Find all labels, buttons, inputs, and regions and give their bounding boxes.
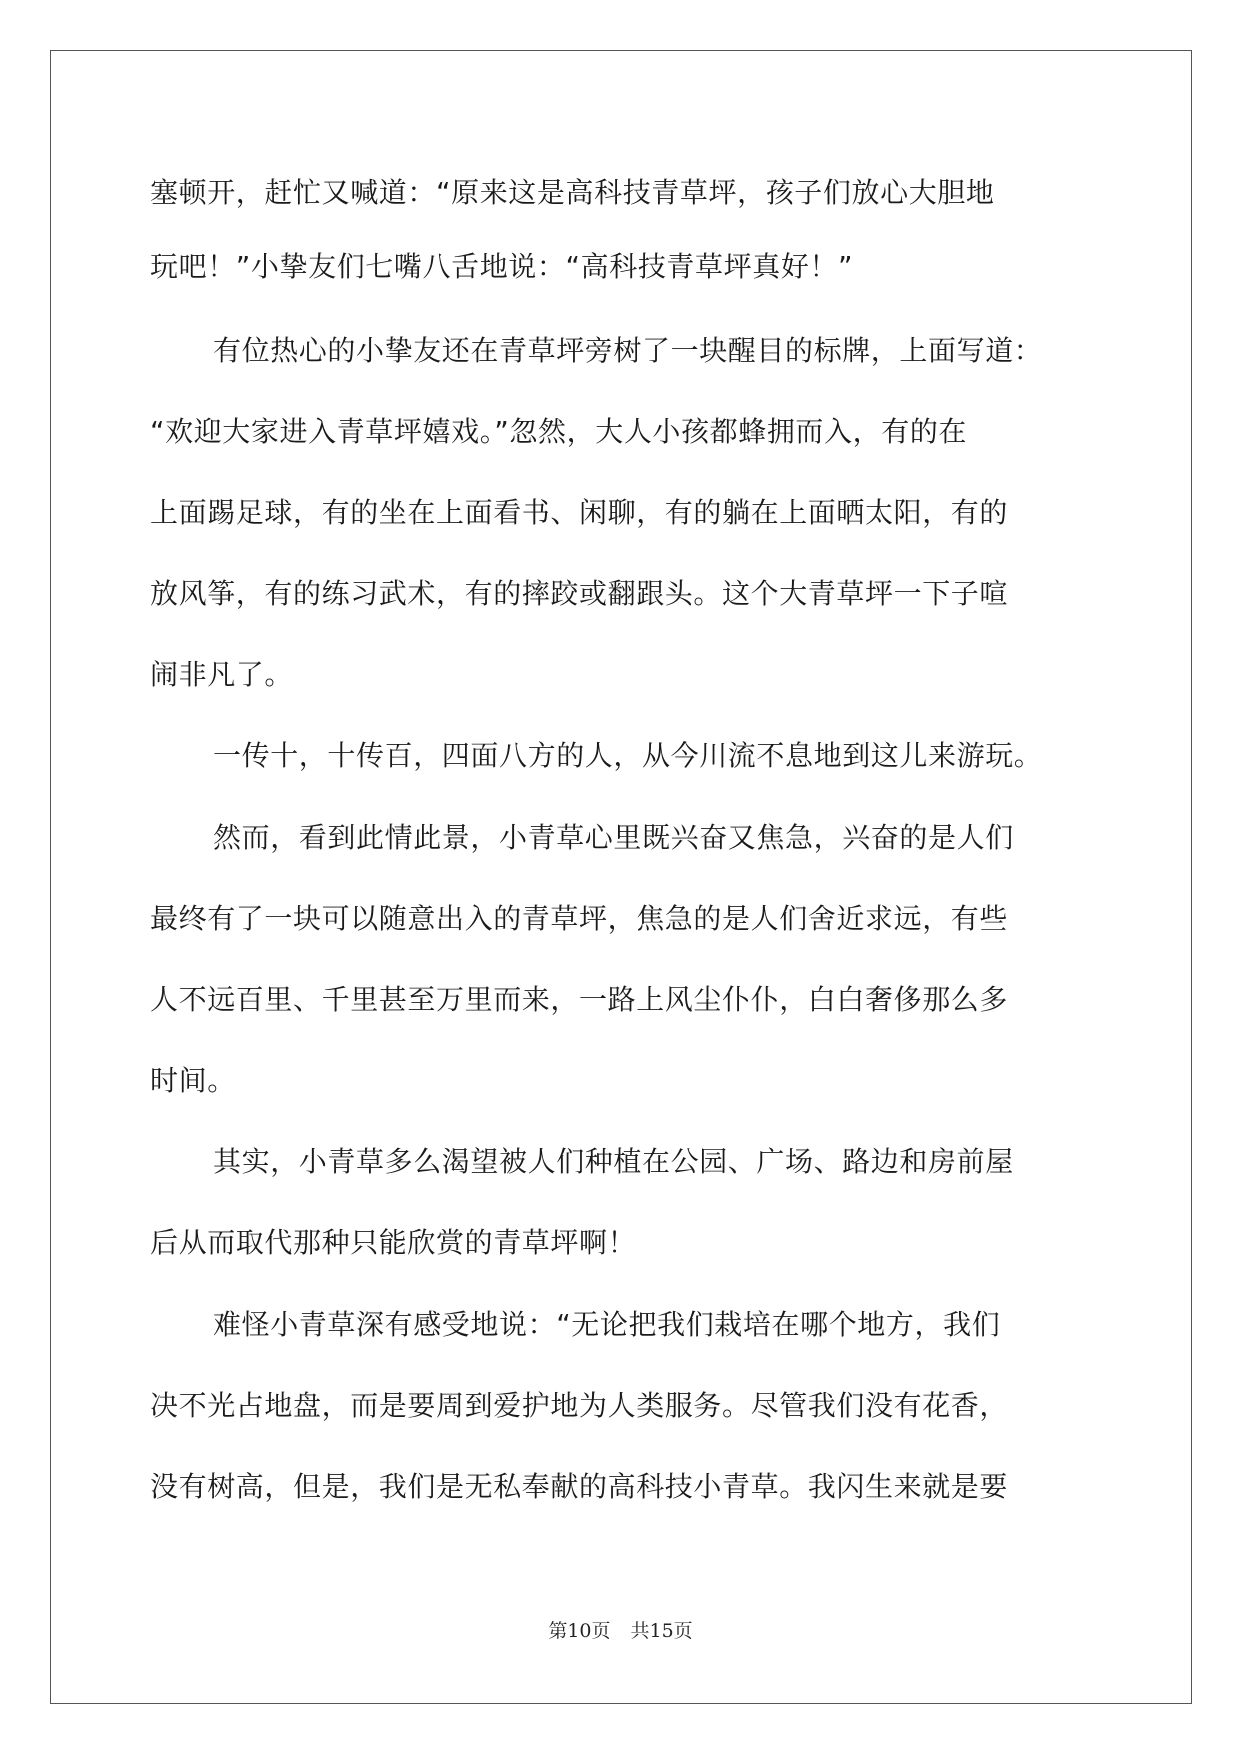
text-line-4: “欢迎大家进入青草坪嬉戏。”忽然，大人小孩都蜂拥而入，有的在 [150, 415, 968, 448]
page-border [50, 50, 1192, 1704]
text-line-6: 放风筝，有的练习武术，有的摔跤或翻跟头。这个大青草坪一下子喧 [150, 577, 1009, 610]
text-line-17: 没有树高，但是，我们是无私奉献的高科技小青草。我闪生来就是要 [150, 1470, 1009, 1503]
text-line-8: 一传十，十传百，四面八方的人，从今川流不息地到这儿来游玩。 [213, 739, 1043, 772]
text-line-3: 有位热心的小挚友还在青草坪旁树了一块醒目的标牌，上面写道： [213, 334, 1043, 367]
text-line-1: 塞顿开，赶忙又喊道：“原来这是高科技青草坪，孩子们放心大胆地 [150, 176, 995, 209]
page-total: 共15页 [630, 1620, 693, 1642]
text-line-11: 人不远百里、千里甚至万里而来，一路上风尘仆仆，白白奢侈那么多 [150, 983, 1009, 1016]
text-line-10: 最终有了一块可以随意出入的青草坪，焦急的是人们舍近求远，有些 [150, 902, 1009, 935]
text-line-2: 玩吧！”小挚友们七嘴八舌地说：“高科技青草坪真好！” [150, 250, 854, 283]
text-line-16: 决不光占地盘，而是要周到爱护地为人类服务。尽管我们没有花香， [150, 1389, 1009, 1422]
page-footer [0, 1616, 1241, 1646]
text-line-7: 闹非凡了。 [150, 658, 294, 691]
text-line-5: 上面踢足球，有的坐在上面看书、闲聊，有的躺在上面晒太阳，有的 [150, 496, 1009, 529]
text-line-15: 难怪小青草深有感受地说：“无论把我们栽培在哪个地方，我们 [213, 1308, 1001, 1341]
text-line-13: 其实，小青草多么渴望被人们种植在公园、广场、路边和房前屋 [213, 1145, 1014, 1178]
text-line-9: 然而，看到此情此景，小青草心里既兴奋又焦急，兴奋的是人们 [213, 821, 1014, 854]
text-line-14: 后从而取代那种只能欣赏的青草坪啊！ [150, 1226, 637, 1259]
page-number: 第10页 [548, 1620, 611, 1642]
text-line-12: 时间。 [150, 1064, 236, 1097]
